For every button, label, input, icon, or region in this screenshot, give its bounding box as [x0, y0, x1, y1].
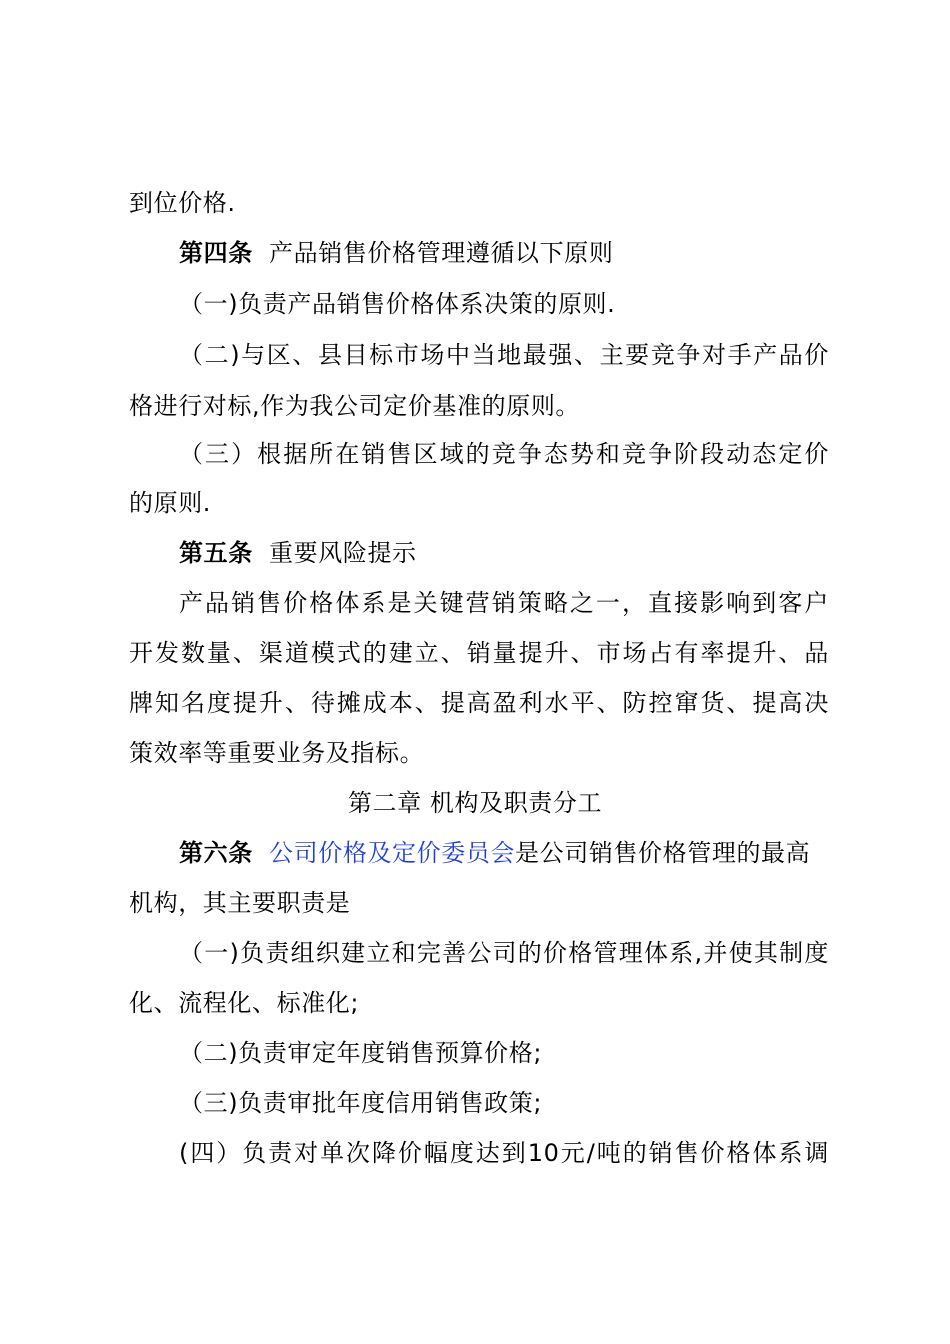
- text-line: 机构，其主要职责是: [129, 889, 351, 917]
- article-heading: [179, 836, 829, 870]
- article-label: 第五条: [179, 539, 253, 567]
- text-line: （三)负责审批年度信用销售政策;: [179, 1089, 543, 1117]
- text-line: 产品销售价格体系是关键营销策略之一，直接影响到客户: [179, 589, 829, 617]
- text-line: 牌知名度提升、待摊成本、提高盈利水平、防控窜货、提高决: [129, 689, 829, 717]
- article-title: 产品销售价格管理遵循以下原则: [269, 239, 614, 267]
- text-line: （二)与区、县目标市场中当地最强、主要竞争对手产品价: [179, 341, 829, 369]
- text-line: 格进行对标,作为我公司定价基准的原则。: [129, 392, 581, 420]
- article-label: 第四条: [179, 239, 253, 267]
- text-line: （二)负责审定年度销售预算价格;: [179, 1039, 543, 1067]
- text-line: 开发数量、渠道模式的建立、销量提升、市场占有率提升、品: [129, 639, 829, 667]
- text-line: （三）根据所在销售区域的竞争态势和竞争阶段动态定价: [179, 440, 829, 468]
- article-heading: [179, 236, 829, 270]
- text-line: 的原则.: [129, 489, 212, 517]
- text-line: （一)负责组织建立和完善公司的价格管理体系,并使其制度: [179, 939, 829, 967]
- article-heading: [179, 536, 829, 570]
- committee-link[interactable]: 公司价格及定价委员会: [269, 839, 516, 867]
- text-line: 到位价格.: [129, 189, 236, 217]
- article-text: 是公司销售价格管理的最高: [515, 839, 811, 867]
- text-line: （一)负责产品销售价格体系决策的原则.: [179, 290, 616, 318]
- article-label: 第六条: [179, 839, 253, 867]
- article-title: 重要风险提示: [269, 539, 417, 567]
- text-line: (四）负责对单次降价幅度达到10元/吨的销售价格体系调: [179, 1139, 829, 1167]
- text-line: 化、流程化、标准化;: [129, 989, 360, 1017]
- chapter-title: 第二章 机构及职责分工: [347, 789, 603, 817]
- text-line: 策效率等重要业务及指标。: [129, 739, 425, 767]
